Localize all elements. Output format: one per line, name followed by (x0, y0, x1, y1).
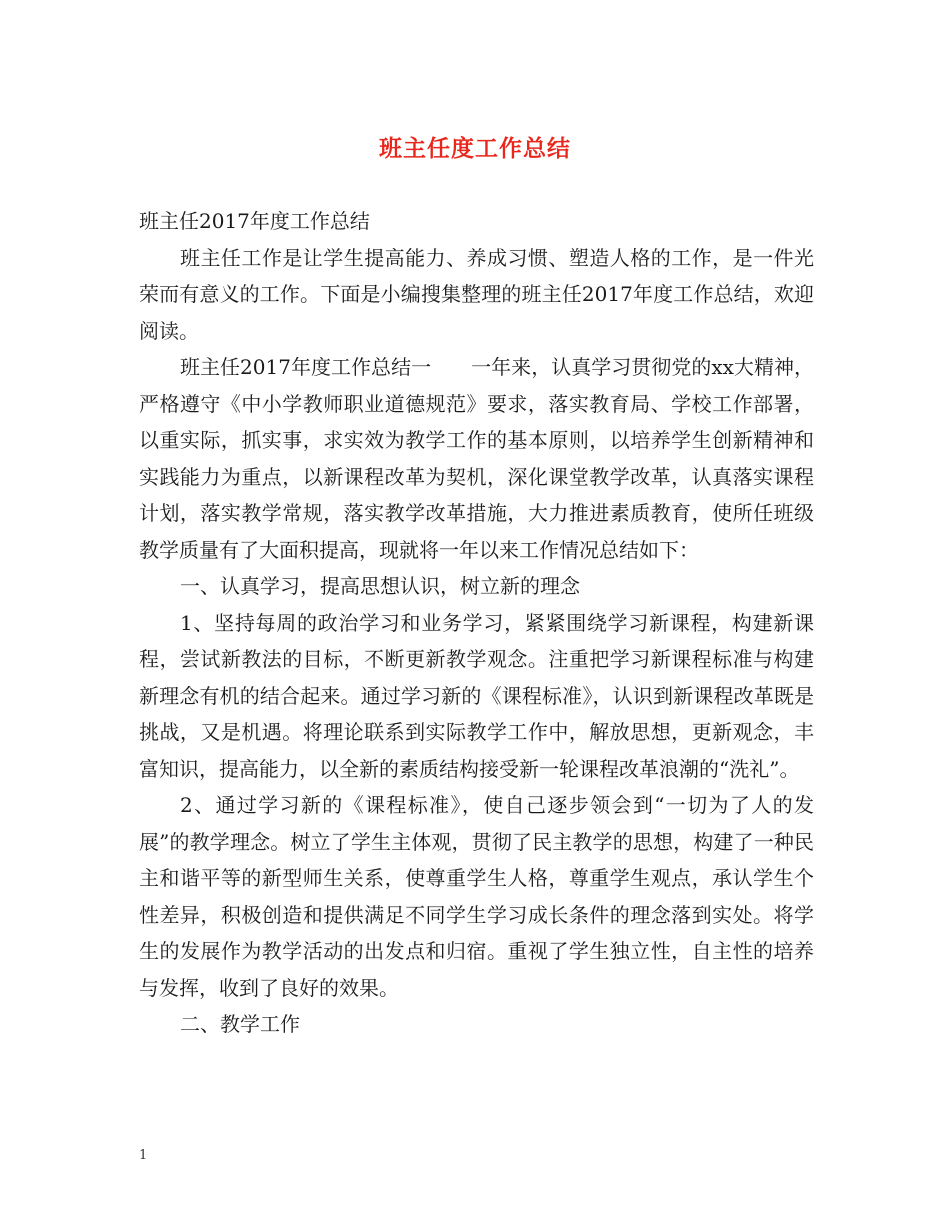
paragraph-summary-one: 班主任2017年度工作总结一 一年来，认真学习贯彻党的xx大精神，严格遵守《中小学教师职业道德规范》要求，落实教育局、学校工作部署，以重实际，抓实事，求实效为教学工作的基本原则，以培养学生创新精神和实践能力为重点，以新课程改革为契机，深化课堂教学改革，认真落实课程计划，落实教学常规，落实教学改革措施，大力推进素质教育，使所任班级教学质量有了大面积提高，现就将一年以来工作情况总结如下： (139, 355, 814, 562)
document-title: 班主任度工作总结 (379, 135, 571, 162)
section-heading-teaching: 二、教学工作 (180, 1012, 300, 1036)
page-number: 1 (139, 1148, 148, 1163)
paragraph-intro: 班主任工作是让学生提高能力、养成习惯、塑造人格的工作，是一件光荣而有意义的工作。下面是小编搜集整理的班主任2017年度工作总结，欢迎阅读。 (139, 245, 814, 343)
section-heading-study: 一、认真学习，提高思想认识，树立新的理念 (180, 574, 580, 598)
paragraph-point-1: 1、坚持每周的政治学习和业务学习，紧紧围绕学习新课程，构建新课程，尝试新教法的目标，不断更新教学观念。注重把学习新课程标准与构建新理念有机的结合起来。通过学习新的《课程标准》，认识到新课程改革既是挑战，又是机遇。将理论联系到实际教学工作中，解放思想，更新观念，丰富知识，提高能力，以全新的素质结构接受新一轮课程改革浪潮的“洗礼”。 (139, 610, 814, 781)
document-body (139, 203, 814, 1043)
paragraph-point-2: 2、通过学习新的《课程标准》，使自己逐步领会到“一切为了人的发展”的教学理念。树立了学生主体观，贯彻了民主教学的思想，构建了一种民主和谐平等的新型师生关系，使尊重学生人格，尊重学生观点，承认学生个性差异，积极创造和提供满足不同学生学习成长条件的理念落到实处。将学生的发展作为教学活动的出发点和归宿。重视了学生独立性，自主性的培养与发挥，收到了良好的效果。 (139, 793, 814, 1000)
paragraph-subtitle: 班主任2017年度工作总结 (139, 209, 370, 233)
